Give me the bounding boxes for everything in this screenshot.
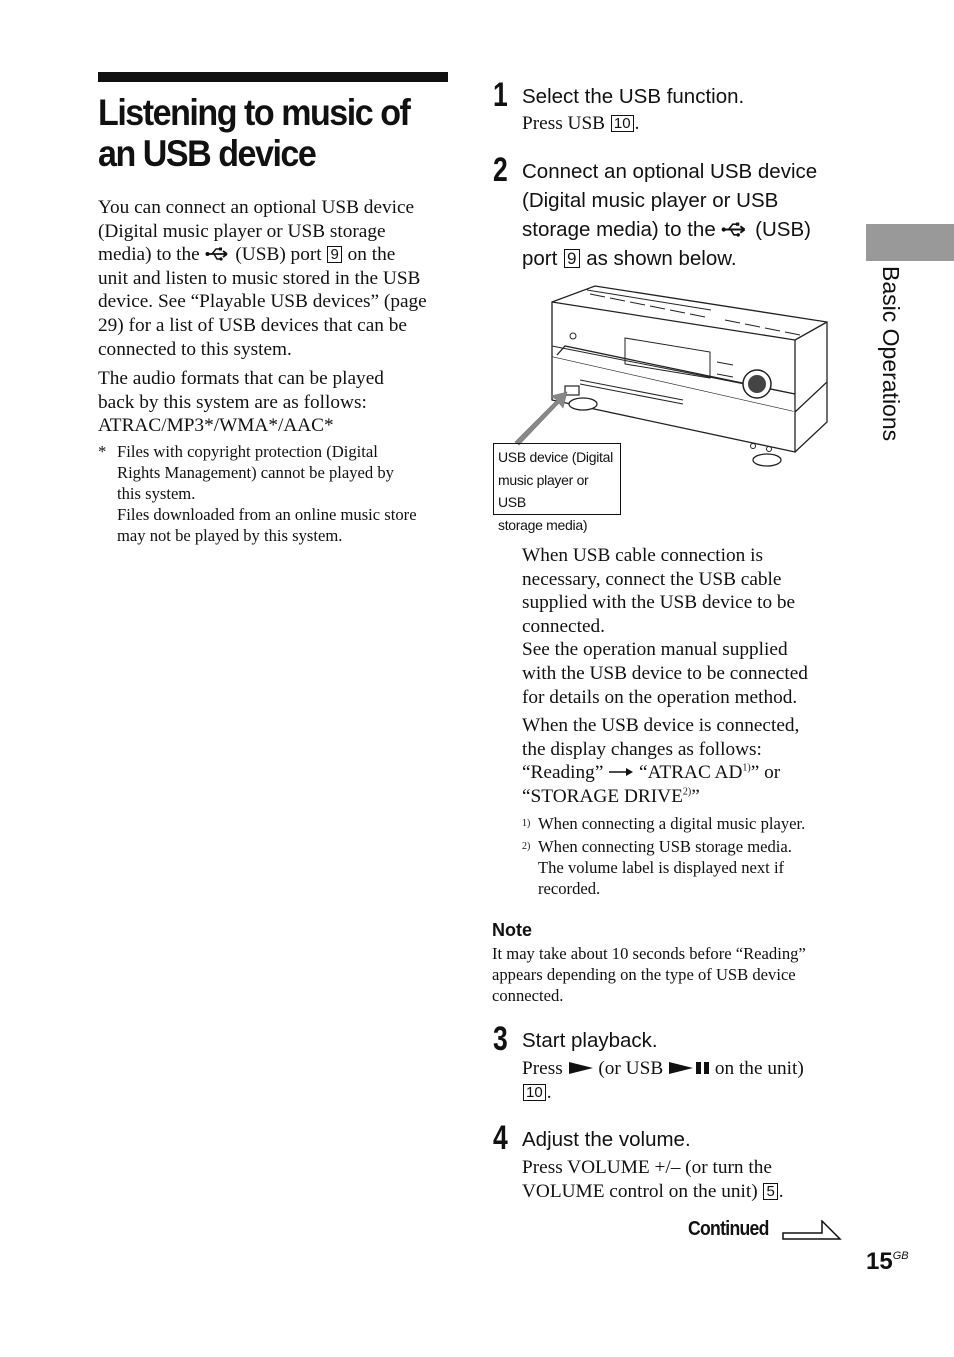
step-number-4: 4 bbox=[493, 1119, 508, 1157]
step-number-2: 2 bbox=[493, 151, 508, 189]
play-pause-icon bbox=[668, 1058, 710, 1079]
step-1-heading: Select the USB function. bbox=[522, 85, 745, 108]
formats-paragraph: The audio formats that can be played back by this system are as follows: ATRAC/MP3*/WMA*/AAC* bbox=[98, 368, 384, 437]
formats-footnote: * Files with copyright protection (Digital Rights Management) cannot be played by this system. Files downloaded from an online music store may not be played by this system. bbox=[98, 442, 417, 545]
title-rule bbox=[98, 72, 448, 82]
page-number: $15^{GB}$ bbox=[866, 1248, 909, 1275]
port-number-box: 9 bbox=[327, 246, 341, 263]
step-3-instruction: Press (or USB on the unit) 10 . bbox=[522, 1058, 804, 1103]
intro-paragraph: You can connect an optional USB device (Digital music player or USB storage media) to the (USB) port 9 on the unit and listen to music stored in the USB device. See “Playable USB devices” (page 29) for a list of USB devices that can be connected to this system. bbox=[98, 197, 427, 360]
usb-connection-text: When USB cable connection is necessary, connect the USB cable supplied with the USB device to be connected. See the operation manual supplied with the USB device to be connected for details on the operation method. When the USB device is connected, the display changes as follows: “Reading” “ATRAC AD$^{1)}$” or “STORAGE DRIVE$^{2)}$” bbox=[522, 545, 808, 807]
continued-label: Continued bbox=[688, 1218, 769, 1240]
step-number-1: 1 bbox=[493, 76, 508, 114]
step-number-3: 3 bbox=[493, 1020, 508, 1058]
section-side-label: Basic Operations bbox=[878, 266, 904, 442]
play-button-number-box: 10 bbox=[523, 1084, 546, 1101]
usb-icon bbox=[205, 244, 231, 265]
step-4-instruction: Press VOLUME +/– (or turn the VOLUME control on the unit) 5 . bbox=[522, 1157, 784, 1202]
step-3-heading: Start playback. bbox=[522, 1029, 658, 1052]
step-1-instruction: Press USB 10 . bbox=[522, 113, 640, 134]
section-tab bbox=[866, 224, 954, 261]
step-2-heading: Connect an optional USB device (Digital music player or USB storage media) to the (USB) port 9 as shown below. bbox=[522, 160, 818, 270]
note-text: It may take about 10 seconds before “Reading” appears depending on the type of USB device connected. bbox=[492, 944, 806, 1005]
play-icon bbox=[568, 1058, 594, 1079]
usb-device-callout: USB device (Digital music player or USB storage media) bbox=[493, 443, 621, 515]
usb-icon bbox=[721, 218, 749, 241]
display-footnotes: 1) When connecting a digital music player. 2) When connecting USB storage media. The volume label is displayed next if recorded. bbox=[522, 814, 806, 898]
usb-button-number-box: 10 bbox=[611, 115, 634, 132]
page-title: Listening to music of an USB device bbox=[98, 92, 410, 174]
arrow-right-icon bbox=[608, 762, 634, 783]
volume-control-number-box: 5 bbox=[763, 1183, 777, 1200]
continued-arrow-icon bbox=[782, 1220, 842, 1242]
note-heading: Note bbox=[492, 920, 532, 940]
step-4-heading: Adjust the volume. bbox=[522, 1128, 691, 1151]
port-number-box: 9 bbox=[564, 249, 579, 268]
